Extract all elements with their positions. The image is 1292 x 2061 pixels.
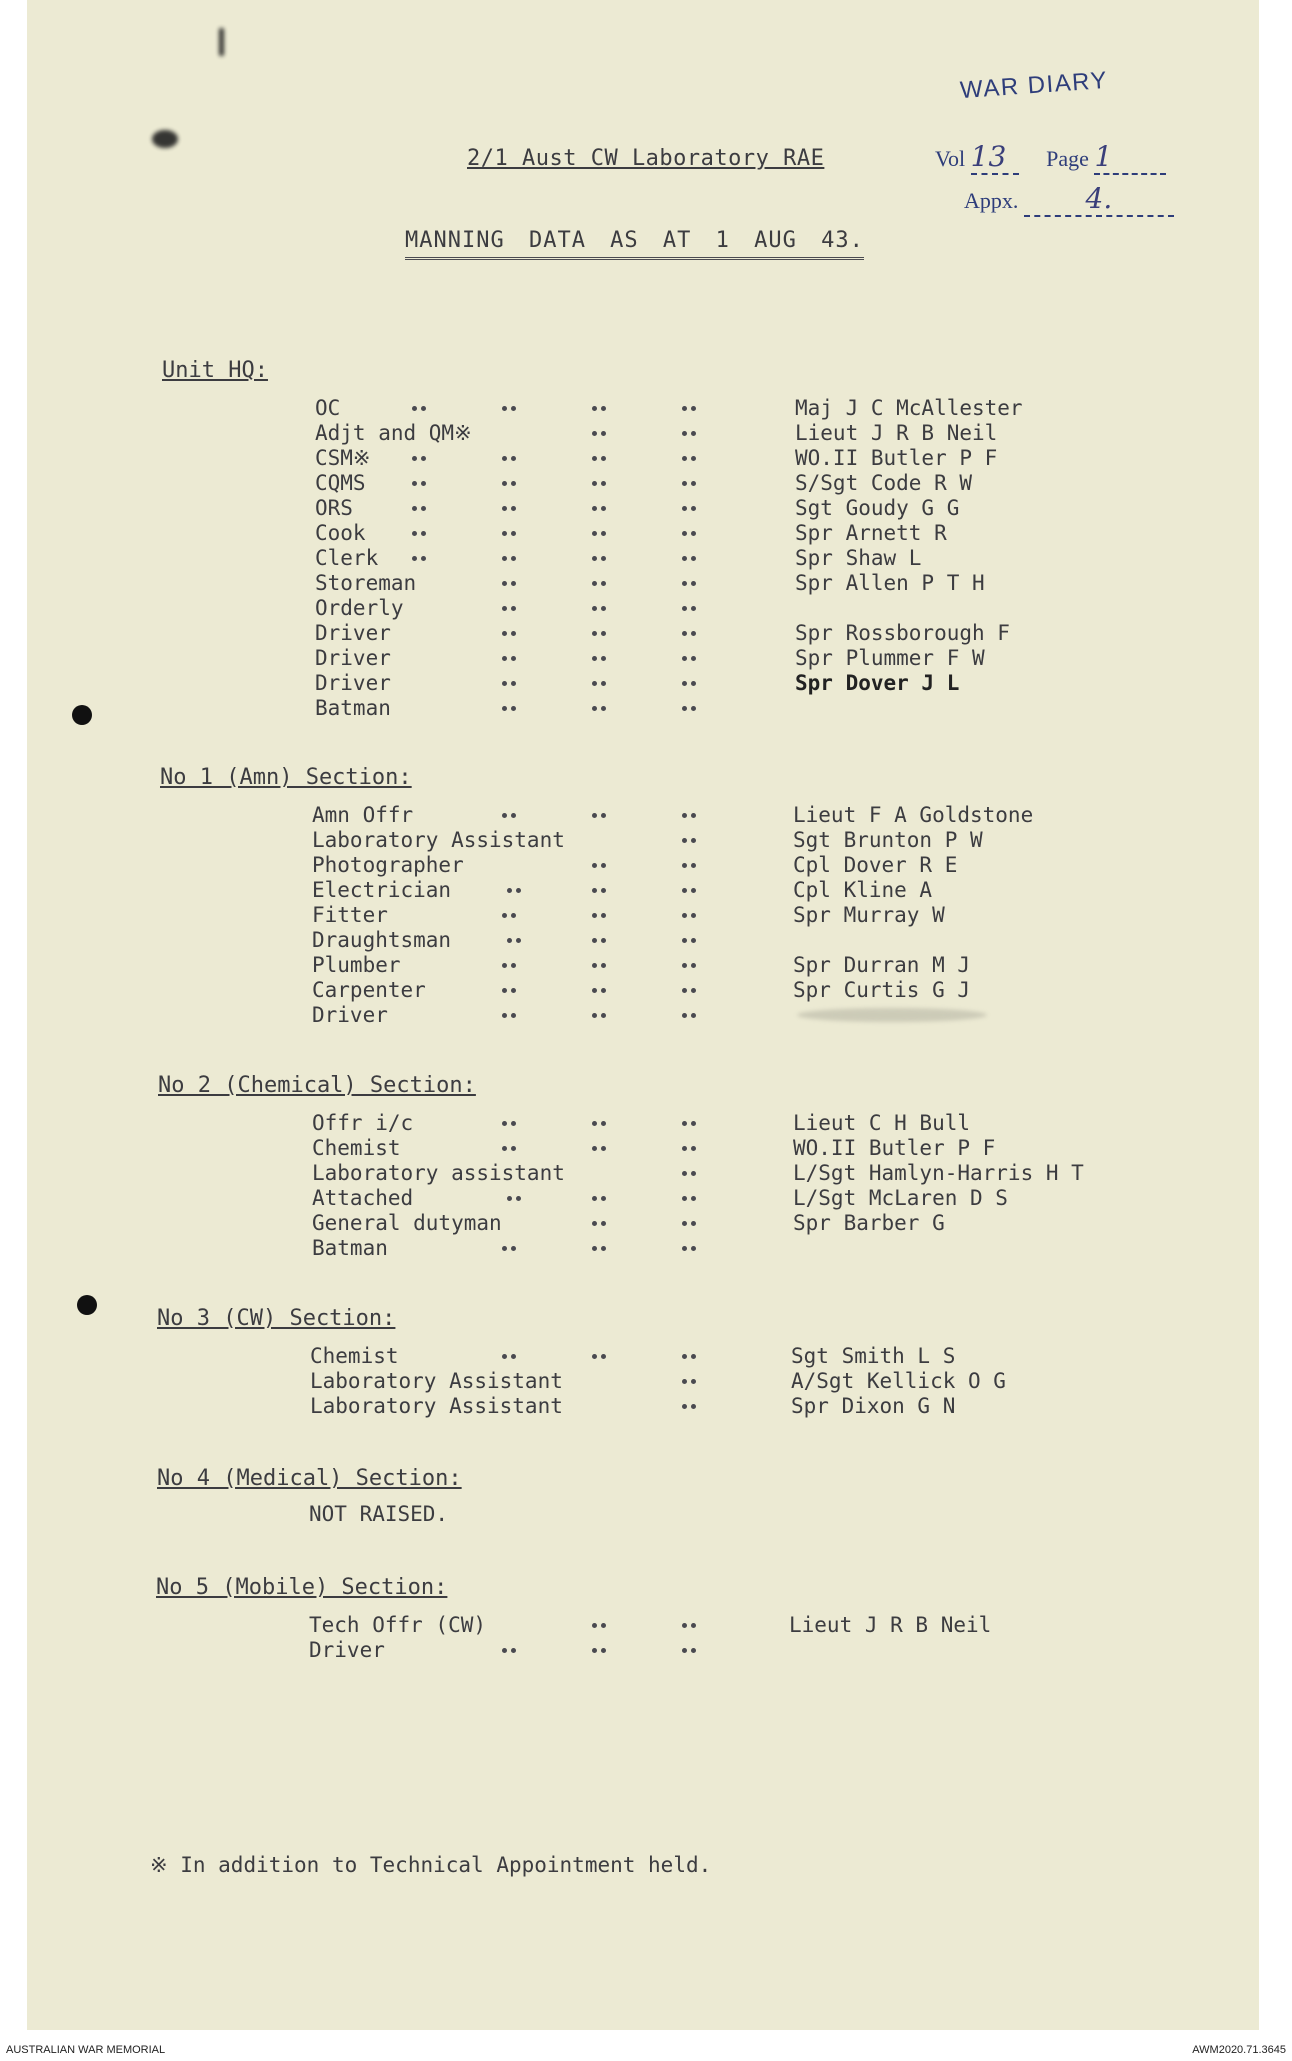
table-row	[27, 953, 1259, 978]
personnel-name: Cpl Dover R E	[793, 853, 958, 877]
role-label: Fitter	[312, 903, 388, 927]
role-label: Adjt and QM※	[315, 421, 472, 445]
role-label: Chemist	[312, 1136, 401, 1160]
table-row	[27, 571, 1259, 596]
personnel-name: Spr Rossborough F	[795, 621, 1010, 645]
table-row	[27, 1344, 1259, 1369]
war-diary-stamp: WAR DIARY	[959, 66, 1109, 105]
personnel-name: Spr Plummer F W	[795, 646, 985, 670]
table-row	[27, 1236, 1259, 1261]
role-label: Attached	[312, 1186, 414, 1210]
table-row	[27, 978, 1259, 1003]
personnel-name: Spr Barber G	[793, 1211, 945, 1235]
role-label: CQMS	[315, 471, 366, 495]
table-row	[27, 828, 1259, 853]
table-row	[27, 1003, 1259, 1028]
page-title: MANNING DATA AS AT 1 AUG 43.	[405, 228, 864, 260]
table-row	[27, 1394, 1259, 1419]
role-label: Chemist	[310, 1344, 399, 1368]
table-row	[27, 596, 1259, 621]
stamp-appx-label: Appx.	[964, 188, 1019, 213]
role-label: Driver	[312, 1003, 388, 1027]
personnel-name: L/Sgt Hamlyn-Harris H T	[793, 1161, 1084, 1185]
personnel-name: Sgt Brunton P W	[793, 828, 983, 852]
personnel-name: WO.II Butler P F	[793, 1136, 996, 1160]
role-label: Laboratory Assistant	[312, 828, 565, 852]
personnel-name: Lieut F A Goldstone	[793, 803, 1034, 827]
stamp-page-label: Page	[1046, 146, 1089, 171]
stamp-vol-value: 13	[971, 140, 1019, 175]
table-row	[27, 671, 1259, 696]
personnel-name: Spr Durran M J	[793, 953, 971, 977]
role-label: Laboratory Assistant	[310, 1369, 563, 1393]
table-row	[27, 696, 1259, 721]
table-row	[27, 496, 1259, 521]
ink-mark	[219, 28, 224, 56]
footnote: ※ In addition to Technical Appointment held.	[150, 1853, 712, 1877]
personnel-name: WO.II Butler P F	[795, 446, 998, 470]
section-title: Unit HQ:	[162, 358, 268, 383]
personnel-name: Lieut J R B Neil	[795, 421, 998, 445]
role-label: Orderly	[315, 596, 404, 620]
table-row	[27, 1613, 1259, 1638]
role-label: Draughtsman	[312, 928, 452, 952]
role-label: Amn Offr	[312, 803, 414, 827]
role-label: Clerk	[315, 546, 379, 570]
personnel-name: Spr Shaw L	[795, 546, 922, 570]
personnel-name: Spr Dover J L	[795, 671, 960, 695]
personnel-name: Spr Dixon G N	[791, 1394, 956, 1418]
role-label: Carpenter	[312, 978, 426, 1002]
table-row	[27, 446, 1259, 471]
table-row	[27, 1186, 1259, 1211]
table-row	[27, 1136, 1259, 1161]
table-row	[27, 521, 1259, 546]
role-label: Laboratory Assistant	[310, 1394, 563, 1418]
personnel-name: L/Sgt McLaren D S	[793, 1186, 1008, 1210]
role-label: Driver	[309, 1638, 385, 1662]
table-row	[27, 646, 1259, 671]
personnel-name: Sgt Smith L S	[791, 1344, 956, 1368]
section-title: No 3 (CW) Section:	[157, 1306, 396, 1331]
table-row	[27, 1502, 1259, 1527]
stamp-vol-line	[935, 140, 1166, 175]
role-label: Laboratory assistant	[312, 1161, 565, 1185]
table-row	[27, 1369, 1259, 1394]
role-label: Storeman	[315, 571, 417, 595]
role-label: Driver	[315, 671, 391, 695]
table-row	[27, 1638, 1259, 1663]
stamp-appx-value: 4.	[1024, 182, 1174, 217]
table-row	[27, 471, 1259, 496]
personnel-name: Cpl Kline A	[793, 878, 933, 902]
table-row	[27, 928, 1259, 953]
table-row	[27, 621, 1259, 646]
role-label: Cook	[315, 521, 366, 545]
punch-hole	[77, 1295, 97, 1315]
stamp-page-value: 1	[1094, 140, 1166, 175]
section-title: No 5 (Mobile) Section:	[156, 1575, 448, 1600]
role-label: Tech Offr (CW)	[309, 1613, 487, 1637]
personnel-name: Lieut J R B Neil	[789, 1613, 992, 1637]
role-label: NOT RAISED.	[309, 1502, 449, 1526]
personnel-name: Lieut C H Bull	[793, 1111, 971, 1135]
table-row	[27, 1161, 1259, 1186]
role-label: Driver	[315, 646, 391, 670]
section-title: No 4 (Medical) Section:	[157, 1466, 462, 1491]
table-row	[27, 853, 1259, 878]
role-label: OC	[315, 396, 341, 420]
personnel-name: Spr Arnett R	[795, 521, 947, 545]
unit-title: 2/1 Aust CW Laboratory RAE	[467, 146, 825, 171]
section-title: No 2 (Chemical) Section:	[158, 1073, 476, 1098]
table-row	[27, 878, 1259, 903]
stamp-vol-label: Vol	[935, 146, 966, 171]
table-row	[27, 546, 1259, 571]
role-label: General dutyman	[312, 1211, 502, 1235]
role-label: Batman	[315, 696, 391, 720]
personnel-name: Spr Curtis G J	[793, 978, 971, 1002]
role-label: Driver	[315, 621, 391, 645]
table-row	[27, 803, 1259, 828]
role-label: Offr i/c	[312, 1111, 414, 1135]
role-label: CSM※	[315, 446, 371, 470]
personnel-name: Spr Allen P T H	[795, 571, 985, 595]
personnel-name: Sgt Goudy G G	[795, 496, 960, 520]
ink-blot	[152, 130, 178, 148]
document-page	[27, 0, 1259, 2030]
role-label: Photographer	[312, 853, 464, 877]
stamp-appx-line	[964, 182, 1174, 217]
personnel-name: S/Sgt Code R W	[795, 471, 973, 495]
role-label: Plumber	[312, 953, 401, 977]
footer-archive-name: AUSTRALIAN WAR MEMORIAL	[6, 2044, 166, 2056]
table-row	[27, 396, 1259, 421]
table-row	[27, 1111, 1259, 1136]
role-label: ORS	[315, 496, 353, 520]
section-title: No 1 (Amn) Section:	[160, 765, 412, 790]
table-row	[27, 421, 1259, 446]
role-label: Electrician	[312, 878, 452, 902]
table-row	[27, 903, 1259, 928]
role-label: Batman	[312, 1236, 388, 1260]
table-row	[27, 1211, 1259, 1236]
personnel-name: Spr Murray W	[793, 903, 945, 927]
personnel-name: A/Sgt Kellick O G	[791, 1369, 1006, 1393]
personnel-name: Maj J C McAllester	[795, 396, 1023, 420]
footer-reference-number: AWM2020.71.3645	[1192, 2044, 1286, 2056]
